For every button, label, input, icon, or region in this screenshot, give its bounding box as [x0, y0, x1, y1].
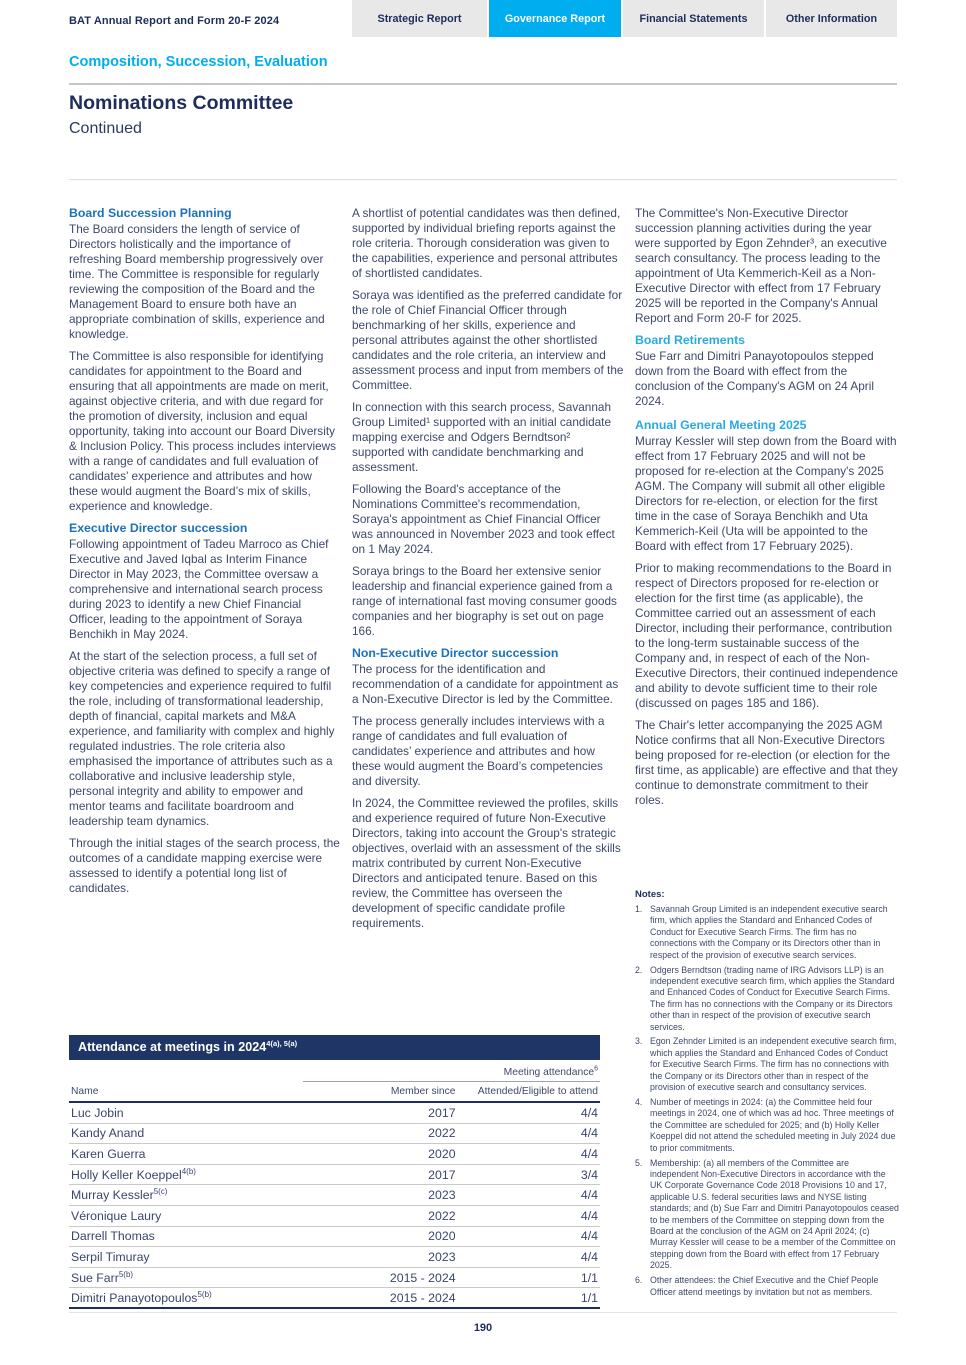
table-row: Kandy Anand 2022 4/4 — [69, 1124, 600, 1145]
column-3 — [635, 206, 898, 815]
note-item: 6. Other attendees: the Chief Executive and the Chief People Officer attend meetings by invitation but not as members. — [635, 1275, 879, 1297]
attendance-table-title-footnote: 4(a), 5(a) — [266, 1038, 298, 1048]
heading-board-succession-planning: Board Succession Planning — [69, 206, 232, 220]
table-row: Holly Keller Koeppel$^{4(b)}$ 2017 3/4 — [69, 1165, 600, 1186]
paragraph: In 2024, the Committee reviewed the profiles, skills and experience required of future Non-Executive Directors, taking into account the Group's strategic objectives, overlaid with an assessment of the skills matrix contributed by current Non-Executive Directors and anticipated tenure. Based on this review, the Committee has overseen the development of specific candidate profile requirements. — [352, 796, 621, 930]
divider — [69, 179, 897, 180]
attendance-table — [69, 1035, 600, 1309]
table-row: Luc Jobin 2017 4/4 — [69, 1103, 600, 1124]
tab-other-information[interactable]: Other Information — [766, 0, 897, 37]
column-2 — [352, 206, 624, 938]
paragraph: Murray Kessler will step down from the Board with effect from 17 February 2025 and will not be proposed for re-election at the Company's 2025 AGM. The Company will submit all other eligible Directors for re-election, or election for the first time in the case of Soraya Benchikh and Uta Kemmerich-Keil (Uta will be appointed to the Board with effect from 17 February 2025). — [635, 434, 897, 553]
table-row: Darrell Thomas 2020 4/4 — [69, 1227, 600, 1248]
paragraph: Prior to making recommendations to the Board in respect of Directors proposed for re-election or election for the first time (as applicable), the Committee carried out an assessment of each Director, including their performance, contribution to the long-term sustainable success of the Company and, in respect of each of the Non-Executive Directors, their continued independence and ability to devote sufficient time to their role (discussed on pages 185 and 186). — [635, 561, 898, 710]
report-title: BAT Annual Report and Form 20-F 2024 — [69, 15, 280, 27]
page-subtitle: Continued — [69, 120, 142, 137]
table-header-row — [69, 1082, 600, 1103]
report-tabs — [352, 0, 897, 37]
section-eyebrow: Composition, Succession, Evaluation — [69, 54, 328, 70]
tab-financial-statements[interactable]: Financial Statements — [623, 0, 764, 37]
column-1 — [69, 206, 341, 903]
meeting-attendance-label: Meeting attendance$^6$ — [503, 1065, 598, 1078]
paragraph: In connection with this search process, Savannah Group Limited¹ supported with an initial candidate mapping exercise and Odgers Berndtson² supported with candidate benchmarking and assessment. — [352, 400, 612, 474]
table-row: Véronique Laury 2022 4/4 — [69, 1206, 600, 1227]
heading-board-retirements: Board Retirements — [635, 333, 746, 347]
tab-governance-report[interactable]: Governance Report — [489, 0, 621, 37]
tab-strategic-report[interactable]: Strategic Report — [352, 0, 487, 37]
paragraph: A shortlist of potential candidates was then defined, supported by individual briefing reports against the role criteria. Thorough consideration was given to the capabilities, experience and personal attributes of shortlisted candidates. — [352, 206, 621, 280]
note-item: 1. Savannah Group Limited is an independent executive search firm, which applies the Standard and Enhanced Codes of Conduct for Executive Search Firms. The firm has no connections with the Company or its Directors other than in respect of the provision of executive search services. — [635, 904, 888, 960]
note-item: 3. Egon Zehnder Limited is an independent executive search firm, which applies the Standard and Enhanced Codes of Conduct for Executive Search Firms. The firm has no connections with the Company or its Directors other than in respect of the provision of executive search and consultancy services. — [635, 1036, 897, 1093]
heading-executive-director-succession: Executive Director succession — [69, 521, 248, 535]
table-row: Dimitri Panayotopoulos$^{5(b)}$ 2015 - 2024 1/1 — [69, 1288, 600, 1309]
paragraph: At the start of the selection process, a full set of objective criteria was defined to specify a range of key competencies and experience required to fulfil the role, including of transformational leadership, depth of financial, capital markets and M&A experience, and familiarity with complex and highly regulated industries. The role criteria also emphasised the importance of attributes such as a collaborative and inclusive leadership style, personal integrity and ability to empower and mentor teams and facilitate boardroom and leadership team dynamics. — [69, 649, 335, 828]
page-number: 190 — [473, 1322, 493, 1334]
divider — [69, 83, 897, 85]
paragraph: The process for the identification and recommendation of a candidate for appointment as a Non-Executive Director is led by the Committee. — [352, 662, 619, 706]
column-header-attended: Attended/Eligible to attend — [477, 1086, 598, 1097]
paragraph: Soraya was identified as the preferred candidate for the role of Chief Financial Officer through benchmarking of her skills, experience and personal attributes against the other shortlisted candidates and the role criteria, an interview and assessment process and input from members of the Committee. — [352, 288, 624, 392]
attendance-table-title — [69, 1035, 600, 1060]
note-item: 4. Number of meetings in 2024: (a) the Committee held four meetings in 2024, one of which was ad hoc. Three meetings of the Committee are scheduled for 2025; and (b) Holly Keller Koeppel did not attend the scheduled meeting in July 2024 due to prior commitments. — [635, 1097, 896, 1153]
paragraph: The process generally includes interviews with a range of candidates and full evaluation of candidates’ experience and attributes and how these would augment the Board’s competencies and diversity. — [352, 714, 605, 788]
table-row: Sue Farr$^{5(b)}$ 2015 - 2024 1/1 — [69, 1268, 600, 1289]
paragraph: The Board considers the length of service of Directors holistically and the importance of refreshing Board membership progressively over time. The Committee is responsible for regularly reviewing the composition of the Board and the Management Board to ensure both have an appropriate combination of skills, experience and knowledge. — [69, 222, 325, 341]
notes-heading: Notes: — [635, 889, 665, 900]
paragraph: Sue Farr and Dimitri Panayotopoulos stepped down from the Board with effect from the conclusion of the Company's AGM on 24 April 2024. — [635, 349, 874, 408]
notes-section — [635, 889, 899, 1301]
page-title: Nominations Committee — [69, 92, 294, 114]
paragraph: The Chair's letter accompanying the 2025 AGM Notice confirms that all Non-Executive Directors being proposed for re-election (or election for the first time, as applicable) are effective and that they continue to demonstrate commitment to their roles. — [635, 718, 898, 807]
heading-non-executive-director-succession: Non-Executive Director succession — [352, 646, 559, 660]
table-row: Murray Kessler$^{5(c)}$ 2023 4/4 — [69, 1185, 600, 1206]
table-row: Karen Guerra 2020 4/4 — [69, 1144, 600, 1165]
paragraph: Following appointment of Tadeu Marroco as Chief Executive and Javed Iqbal as Interim Finance Director in May 2023, the Committee oversaw a comprehensive and international search process during 2023 to identify a new Chief Financial Officer, leading to the appointment of Soraya Benchikh in May 2024. — [69, 537, 329, 641]
paragraph: Through the initial stages of the search process, the outcomes of a candidate mapping exercise were assessed to identify a potential long list of candidates. — [69, 836, 340, 895]
attendance-table-title-text: Attendance at meetings in 2024 — [78, 1040, 267, 1054]
divider — [69, 1312, 897, 1313]
paragraph: The Committee is also responsible for identifying candidates for appointment to the Board and ensuring that all appointments are made on merit, against objective criteria, and with due regard for the promotion of diversity, inclusion and equal opportunity, taking into account our Board Diversity & Inclusion Policy. This process includes interviews with a range of candidates and full evaluation of candidates’ experience and attributes and how these would augment the Board’s mix of skills, experience and knowledge. — [69, 349, 337, 513]
heading-annual-general-meeting-2025: Annual General Meeting 2025 — [635, 418, 807, 432]
paragraph: The Committee's Non-Executive Director succession planning activities during the year were supported by Egon Zehnder³, an executive search consultancy. The process leading to the appointment of Uta Kemmerich-Keil as a Non-Executive Director with effect from 17 February 2025 will be reported in the Company's Annual Report and Form 20-F for 2025. — [635, 206, 887, 325]
note-item: 5. Membership: (a) all members of the Committee are independent Non-Executive Directors in accordance with the UK Corporate Governance Code 2018 Provisions 10 and 17, applicable U.S. federal securities laws and NYSE listing standards; and (b) Sue Farr and Dimitri Panayotopoulos ceased to be members of the Committee on stepping down from the Board at the conclusion of the AGM on 24 April 2024; (c) Murray Kessler will cease to be a member of the Committee on stepping down from the Board with effect from 17 February 2025. — [635, 1157, 899, 1271]
note-item: 2. Odgers Berndtson (trading name of IRG Advisors LLP) is an independent executive search firm, which applies the Standard and Enhanced Codes of Conduct for Executive Search Firms. The firm has no connections with the Company or its Directors other than in respect of the provision of executive search services. — [635, 964, 895, 1032]
paragraph: Soraya brings to the Board her extensive senior leadership and financial experience gained from a range of international fast moving consumer goods companies and her biography is set out on page 166. — [352, 564, 617, 638]
column-header-member-since: Member since — [390, 1086, 456, 1097]
table-row: Serpil Timuray 2023 4/4 — [69, 1247, 600, 1268]
column-header-name: Name — [71, 1086, 99, 1097]
paragraph: Following the Board's acceptance of the Nominations Committee's recommendation, Soraya's appointment as Chief Financial Officer was announced in November 2023 and took effect on 1 May 2024. — [352, 482, 615, 556]
